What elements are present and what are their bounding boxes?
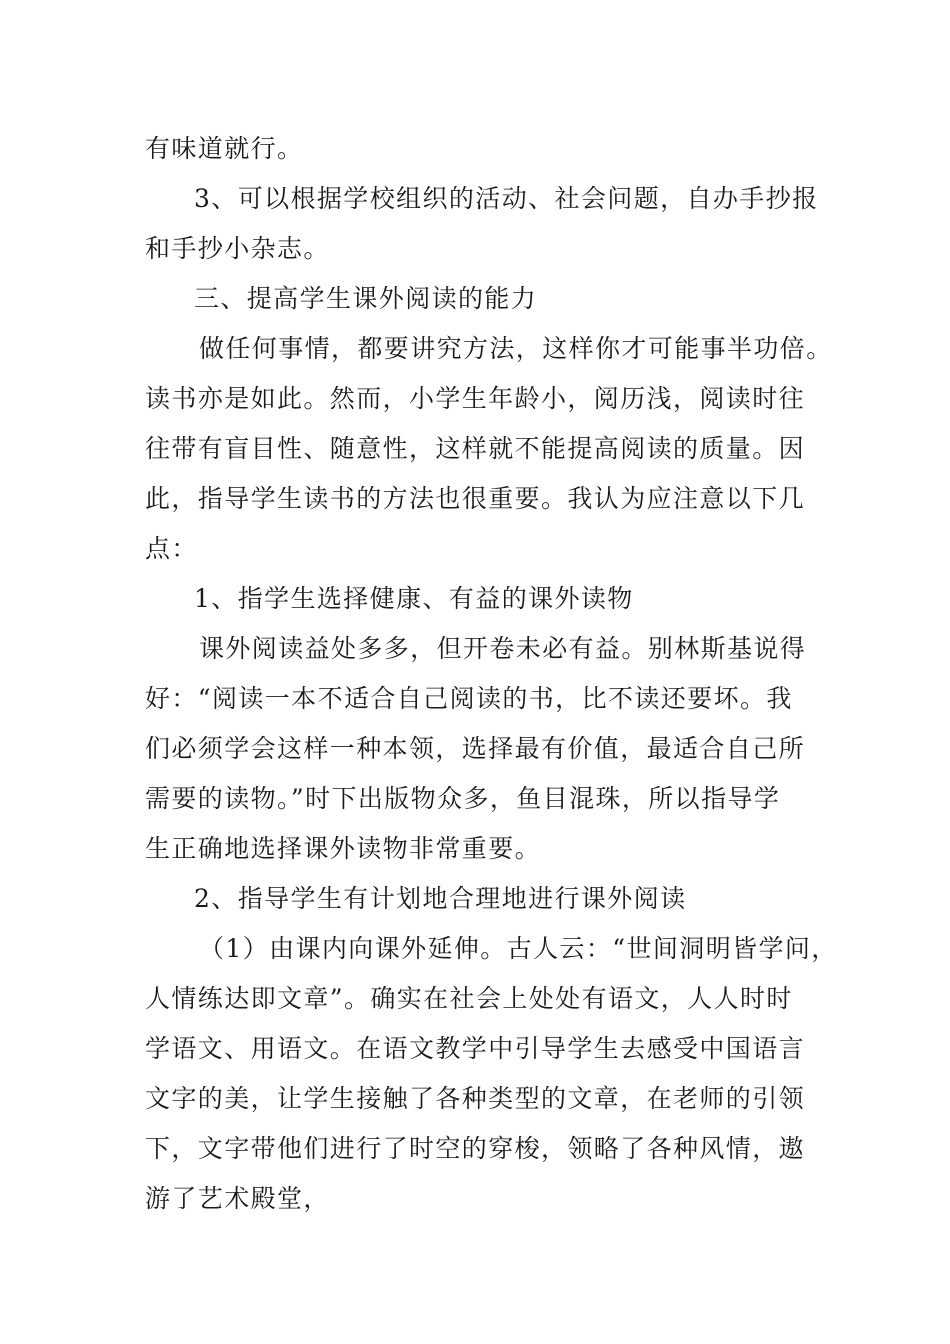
text-line: 此，指导学生读书的方法也很重要。我认为应注意以下几: [145, 484, 806, 513]
section-heading: 三、提高学生课外阅读的能力: [194, 284, 538, 313]
text-line: 们必须学会这样一种本领，选择最有价值，最适合自己所: [145, 734, 806, 763]
text-line: 有味道就行。: [145, 134, 304, 163]
text-line: 读书亦是如此。然而，小学生年龄小，阅历浅，阅读时往: [145, 384, 806, 413]
text-line: 课外阅读益处多多，但开卷未必有益。别林斯基说得: [199, 634, 807, 663]
text-line: 做任何事情，都要讲究方法，这样你才可能事半功倍。: [199, 334, 833, 363]
text-line: 好：“阅读一本不适合自己阅读的书，比不读还要坏。我: [145, 684, 793, 713]
subsection-heading: 1、指学生选择健康、有益的课外读物: [194, 584, 634, 613]
text-line: 游了艺术殿堂，: [145, 1184, 330, 1213]
text-line: 学语文、用语文。在语文教学中引导学生去感受中国语言: [145, 1034, 806, 1063]
text-line: 3、可以根据学校组织的活动、社会问题，自办手抄报: [194, 184, 819, 213]
text-line: 文字的美，让学生接触了各种类型的文章，在老师的引领: [145, 1084, 806, 1113]
text-line: 需要的读物。”时下出版物众多，鱼目混珠，所以指导学: [145, 784, 781, 813]
text-line: 往带有盲目性、随意性，这样就不能提高阅读的质量。因: [145, 434, 806, 463]
text-line: （1）由课内向课外延伸。古人云：“世间洞明皆学问，: [199, 934, 838, 963]
text-line: 下，文字带他们进行了时空的穿梭，领略了各种风情，遨: [145, 1134, 806, 1163]
text-line: 人情练达即文章”。确实在社会上处处有语文，人人时时: [145, 984, 793, 1013]
text-line: 生正确地选择课外读物非常重要。: [145, 834, 542, 863]
text-line: 和手抄小杂志。: [145, 234, 330, 263]
subsection-heading: 2、指导学生有计划地合理地进行课外阅读: [194, 884, 687, 913]
text-line: 点：: [145, 534, 198, 563]
